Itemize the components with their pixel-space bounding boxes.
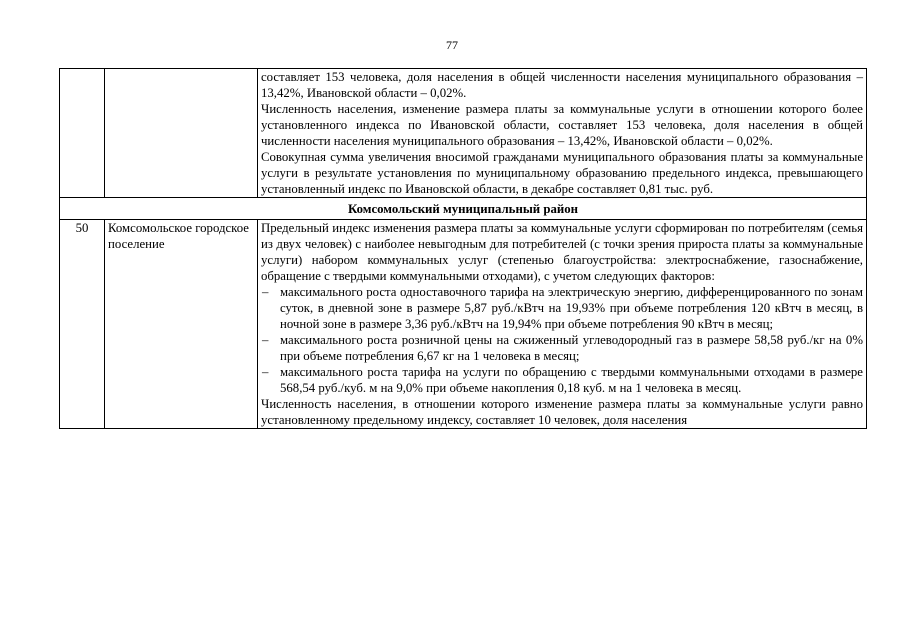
cell-name-empty bbox=[105, 69, 258, 198]
section-header-row bbox=[60, 198, 867, 220]
table-row-entry bbox=[60, 220, 867, 429]
cell-description bbox=[258, 220, 867, 429]
paragraph-total-sum: Совокупная сумма увеличения вносимой гражданами муниципального образования платы за коммунальные услуги в результате установления по муниципальному образованию предельного индекса, превышающего установленный индекс по Ивановской области, в декабре составляет 0,81 тыс. руб. bbox=[261, 150, 863, 196]
page-number: 77 bbox=[446, 38, 458, 52]
entry-name: Комсомольское городское поселение bbox=[105, 220, 258, 429]
factor-text: максимального роста розничной цены на сжиженный углеводородный газ в размере 58,58 руб./кг на 0% при объеме потребления 6,67 кг на 1 человека в месяц; bbox=[280, 333, 863, 363]
data-table bbox=[59, 68, 867, 429]
factor-text: максимального роста тарифа на услуги по обращению с твердыми коммунальными отходами в размере 568,54 руб./куб. м на 9,0% при объеме накопления 0,18 куб. м на 1 человека в месяц. bbox=[280, 365, 863, 395]
factor-item bbox=[261, 364, 863, 396]
section-title: Комсомольский муниципальный район bbox=[60, 198, 867, 220]
table-row-continuation bbox=[60, 69, 867, 198]
dash-marker: – bbox=[262, 365, 269, 379]
factor-item bbox=[261, 284, 863, 332]
factor-text: максимального роста одноставочного тарифа на электрическую энергию, дифференцированного по зонам суток, в дневной зоне в размере 5,87 руб./кВтч на 19,93% при объеме потребления 120 кВтч в месяц, в ночной зоне в размере 3,36 руб./кВтч на 19,94% при объеме потребления 90 кВтч в месяц; bbox=[280, 285, 863, 331]
cell-number-empty bbox=[60, 69, 105, 198]
paragraph-intro: Предельный индекс изменения размера платы за коммунальные услуги сформирован по потребителям (семья из двух человек) с наиболее невыгодным для потребителей (с точки зрения прироста платы за коммунальные услуги) набором коммунальных услуг (степенью благоустройства: электроснабжение, газоснабжение, обращение с твердыми коммунальными отходами), с учетом следующих факторов: bbox=[261, 221, 863, 283]
paragraph-above-index: Численность населения, изменение размера платы за коммунальные услуги в отношении которого более установленного индекса по Ивановской области, составляет 153 человека, доля населения в общей численности населения муниципального образования – 13,42%, Ивановской области – 0,02%. bbox=[261, 102, 863, 148]
cell-description-continuation bbox=[258, 69, 867, 198]
paragraph-closing: Численность населения, в отношении которого изменение размера платы за коммунальные услуги равно установленному предельному индексу, составляет 10 человек, доля населения bbox=[261, 397, 863, 427]
dash-marker: – bbox=[262, 333, 269, 347]
factor-list bbox=[261, 284, 863, 396]
paragraph-share: составляет 153 человека, доля населения в общей численности населения муниципального образования – 13,42%, Ивановской области – 0,02%. bbox=[261, 70, 863, 100]
entry-number: 50 bbox=[60, 220, 105, 429]
dash-marker: – bbox=[262, 285, 269, 299]
factor-item bbox=[261, 332, 863, 364]
